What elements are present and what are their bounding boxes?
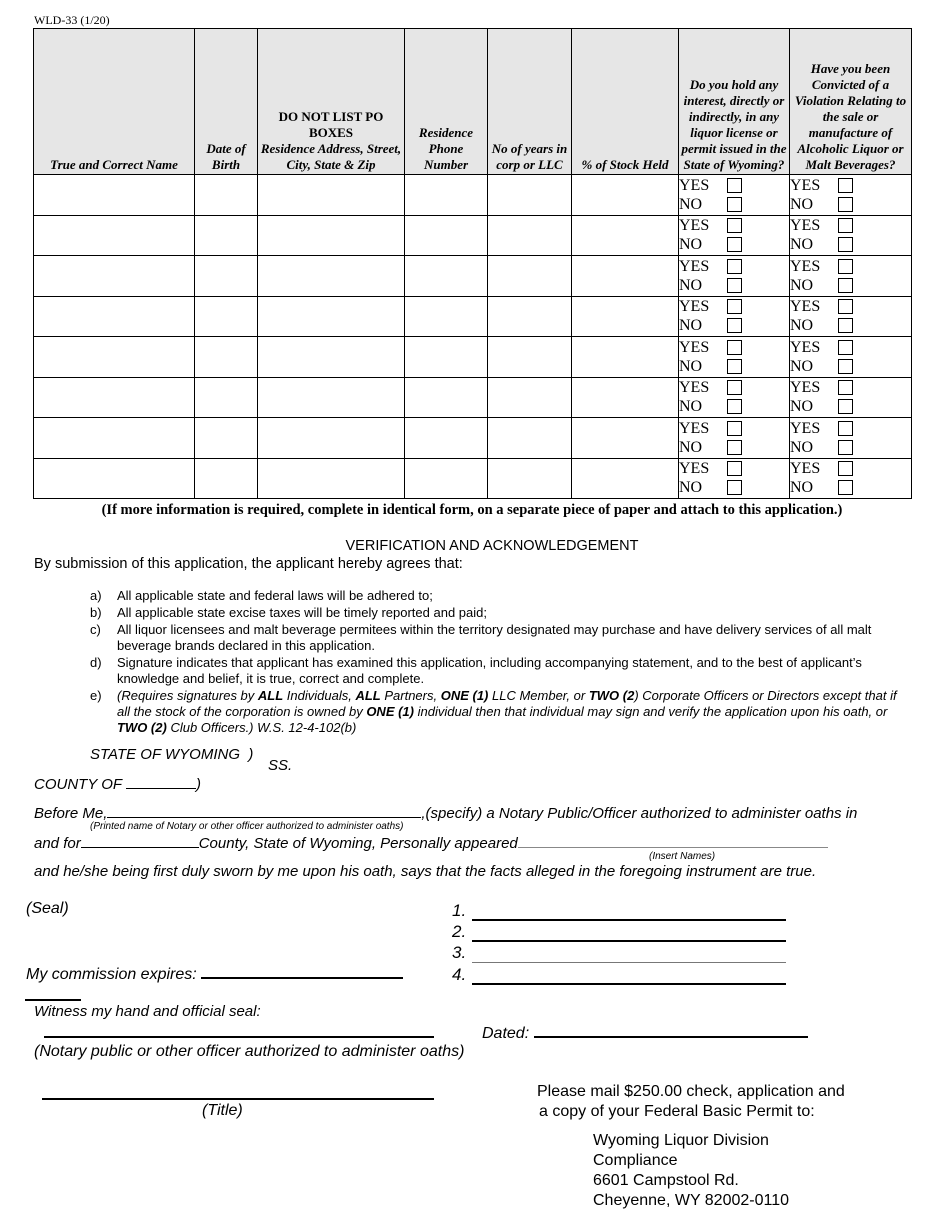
yes-label: YES [679, 379, 710, 397]
dob-cell[interactable] [195, 296, 258, 337]
list-letter: d) [90, 655, 102, 670]
yes-option [679, 257, 789, 276]
stock-cell[interactable] [572, 296, 679, 337]
no-option [679, 357, 789, 376]
header-name: True and Correct Name [34, 29, 195, 175]
agreement-list [90, 588, 910, 737]
no-checkbox[interactable] [838, 359, 853, 374]
table-header-row [34, 29, 912, 175]
yes-option [679, 176, 789, 195]
ss-label: SS. [268, 757, 293, 774]
yes-checkbox[interactable] [838, 178, 853, 193]
state-paren: ) [248, 746, 254, 763]
header-stock: % of Stock Held [572, 29, 679, 175]
address-cell[interactable] [258, 175, 405, 216]
yes-label: YES [679, 217, 710, 235]
e-text-6: individual then that individual may sign and verify the application upon his oath, or [413, 704, 888, 719]
address-cell[interactable] [258, 377, 405, 418]
verification-intro: By submission of this application, the applicant hereby agrees that: [34, 556, 463, 572]
no-label: NO [790, 398, 814, 416]
name-cell[interactable] [34, 215, 195, 256]
yes-checkbox[interactable] [727, 299, 742, 314]
no-checkbox[interactable] [727, 440, 742, 455]
header-address [258, 29, 405, 175]
signature-line-2[interactable] [452, 922, 786, 942]
no-option [790, 235, 911, 254]
before-me-line [34, 803, 857, 822]
list-letter: b) [90, 605, 102, 620]
no-option [679, 276, 789, 295]
mail-line-1: Please mail $250.00 check, application and [537, 1083, 845, 1100]
commission-label: My commission expires: [26, 966, 197, 983]
header-interest: Do you hold any interest, directly or indirectly, in any liquor license or permit issued in the State of Wyoming? [679, 29, 790, 175]
name-cell[interactable] [34, 458, 195, 499]
table-row [34, 296, 912, 337]
address-cell[interactable] [258, 256, 405, 297]
yes-option [790, 338, 911, 357]
e-bold-1: ALL [257, 688, 284, 703]
signature-number: 1. [452, 901, 467, 920]
yes-label: YES [790, 257, 821, 275]
signature-line-3[interactable] [452, 943, 786, 963]
yes-label: YES [679, 257, 710, 275]
phone-cell[interactable] [405, 418, 488, 459]
no-label: NO [679, 479, 703, 497]
address-cell[interactable] [258, 215, 405, 256]
yes-label: YES [790, 338, 821, 356]
list-letter: a) [90, 588, 102, 603]
list-item-e [90, 688, 910, 736]
stock-cell[interactable] [572, 256, 679, 297]
years-cell[interactable] [488, 296, 572, 337]
e-text-2: Individuals, [283, 688, 356, 703]
phone-cell[interactable] [405, 215, 488, 256]
no-label: NO [790, 276, 814, 294]
yes-label: YES [679, 176, 710, 194]
yes-checkbox[interactable] [727, 218, 742, 233]
stock-cell[interactable] [572, 215, 679, 256]
title-field[interactable] [42, 1098, 434, 1100]
header-dob: Date of Birth [195, 29, 258, 175]
form-id: WLD-33 (1/20) [34, 13, 110, 27]
no-label: NO [790, 479, 814, 497]
yes-option [679, 419, 789, 438]
yes-option [790, 176, 911, 195]
yes-option [790, 459, 911, 478]
list-item [90, 605, 910, 621]
witness-label: Witness my hand and official seal: [34, 1003, 261, 1020]
stock-cell[interactable] [572, 418, 679, 459]
yes-option [679, 378, 789, 397]
yes-option [679, 338, 789, 357]
convicted-cell [790, 377, 912, 418]
no-label: NO [679, 195, 703, 213]
no-label: NO [679, 438, 703, 456]
interest-cell [679, 458, 790, 499]
no-checkbox[interactable] [838, 237, 853, 252]
notary-name-field[interactable] [107, 803, 421, 818]
table-row [34, 175, 912, 216]
state-label: STATE OF WYOMING [90, 746, 240, 763]
list-letter: c) [90, 622, 101, 637]
convicted-cell [790, 256, 912, 297]
no-option [679, 235, 789, 254]
yes-label: YES [679, 419, 710, 437]
interest-cell [679, 377, 790, 418]
years-cell[interactable] [488, 418, 572, 459]
signature-number: 3. [452, 943, 467, 962]
address-cell[interactable] [258, 418, 405, 459]
no-checkbox[interactable] [727, 318, 742, 333]
e-bold-5: ONE (1) [366, 704, 414, 719]
signature-field[interactable] [472, 926, 786, 942]
address-line: 6601 Campstool Rd. [593, 1172, 739, 1189]
list-text: All liquor licensees and malt beverage permitees within the territory designated may purchase and have delivery services of all malt beverage brands declared in this application. [117, 622, 872, 653]
stock-cell[interactable] [572, 175, 679, 216]
address-cell[interactable] [258, 337, 405, 378]
no-option [790, 357, 911, 376]
header-address-label: Residence Address, Street, City, State & Zip [260, 141, 402, 172]
interest-cell [679, 256, 790, 297]
no-option [679, 478, 789, 497]
dob-cell[interactable] [195, 175, 258, 216]
e-bold-4: TWO (2 [588, 688, 635, 703]
yes-checkbox[interactable] [727, 340, 742, 355]
no-label: NO [679, 317, 703, 335]
no-option [679, 316, 789, 335]
e-text-3: Partners, [380, 688, 441, 703]
yes-checkbox[interactable] [727, 259, 742, 274]
yes-option [790, 257, 911, 276]
e-text-1: (Requires signatures by [117, 688, 258, 703]
printed-name-note: (Printed name of Notary or other officer authorized to administer oaths) [90, 821, 404, 832]
dob-cell[interactable] [195, 377, 258, 418]
list-letter: e) [90, 688, 102, 703]
convicted-cell [790, 337, 912, 378]
phone-cell[interactable] [405, 377, 488, 418]
no-label: NO [790, 236, 814, 254]
interest-cell [679, 296, 790, 337]
phone-cell[interactable] [405, 458, 488, 499]
county-name-field[interactable] [81, 833, 199, 848]
county-line [34, 774, 201, 793]
years-cell[interactable] [488, 337, 572, 378]
no-checkbox[interactable] [727, 197, 742, 212]
convicted-cell [790, 418, 912, 459]
signature-line-1[interactable] [452, 901, 786, 921]
header-years: No of years in corp or LLC [488, 29, 572, 175]
yes-checkbox[interactable] [727, 421, 742, 436]
table-row [34, 458, 912, 499]
no-option [679, 438, 789, 457]
list-text: All applicable state excise taxes will be timely reported and paid; [117, 605, 487, 620]
convicted-cell [790, 215, 912, 256]
no-checkbox[interactable] [838, 278, 853, 293]
sworn-statement: and he/she being first duly sworn by me upon his oath, says that the facts alleged in the foregoing instrument are true. [34, 863, 817, 880]
years-cell[interactable] [488, 256, 572, 297]
yes-label: YES [679, 460, 710, 478]
signature-field[interactable] [472, 969, 786, 985]
no-option [790, 276, 911, 295]
yes-option [790, 216, 911, 235]
dated-field[interactable] [534, 1022, 808, 1038]
table-row [34, 418, 912, 459]
no-checkbox[interactable] [838, 399, 853, 414]
dob-cell[interactable] [195, 418, 258, 459]
header-address-warning: DO NOT LIST PO BOXES [278, 109, 384, 140]
yes-option [790, 419, 911, 438]
yes-label: YES [679, 298, 710, 316]
and-for-label: and for [34, 835, 81, 852]
address-line: Wyoming Liquor Division [593, 1132, 769, 1149]
yes-label: YES [790, 379, 821, 397]
stock-cell[interactable] [572, 377, 679, 418]
yes-checkbox[interactable] [727, 178, 742, 193]
name-cell[interactable] [34, 377, 195, 418]
county-field[interactable] [126, 774, 196, 789]
mail-address [593, 1131, 789, 1211]
no-option [790, 438, 911, 457]
table-row [34, 215, 912, 256]
specify-label: ,(specify) a Notary Public/Officer authorized to administer oaths in [421, 805, 858, 822]
convicted-cell [790, 296, 912, 337]
and-for-line [34, 833, 828, 852]
table-row [34, 337, 912, 378]
no-option [679, 397, 789, 416]
dated-line [482, 1022, 808, 1043]
header-convicted: Have you been Convicted of a Violation Relating to the sale or manufacture of Alcoholic Liquor or Malt Beverages? [790, 29, 912, 175]
commission-date-field[interactable] [201, 963, 403, 979]
title-caption: (Title) [202, 1102, 243, 1119]
yes-option [679, 216, 789, 235]
address-line: Compliance [593, 1152, 678, 1169]
interest-cell [679, 418, 790, 459]
interest-cell [679, 337, 790, 378]
name-cell[interactable] [34, 296, 195, 337]
yes-option [679, 459, 789, 478]
no-label: NO [790, 195, 814, 213]
phone-cell[interactable] [405, 175, 488, 216]
list-text: Signature indicates that applicant has examined this application, including accompanying statement, and to the best of applicant’s knowledge and belief, it is true, correct and complete. [117, 655, 862, 686]
yes-option [679, 297, 789, 316]
phone-cell[interactable] [405, 256, 488, 297]
yes-option [790, 297, 911, 316]
address-cell[interactable] [258, 296, 405, 337]
county-label: COUNTY OF [34, 776, 122, 793]
dob-cell[interactable] [195, 215, 258, 256]
signature-field[interactable] [472, 905, 786, 921]
yes-checkbox[interactable] [838, 218, 853, 233]
yes-label: YES [679, 338, 710, 356]
yes-checkbox[interactable] [838, 421, 853, 436]
name-cell[interactable] [34, 175, 195, 216]
commission-line [26, 963, 403, 984]
yes-label: YES [790, 460, 821, 478]
name-cell[interactable] [34, 418, 195, 459]
yes-checkbox[interactable] [838, 340, 853, 355]
e-text-5: ) Corporate Officers or Directors except that if all the stock of the corporation is owned by [117, 688, 897, 719]
dob-cell[interactable] [195, 458, 258, 499]
appeared-names-field[interactable] [518, 833, 828, 848]
convicted-cell [790, 175, 912, 216]
table-row [34, 377, 912, 418]
yes-checkbox[interactable] [727, 380, 742, 395]
no-label: NO [679, 276, 703, 294]
no-option [790, 195, 911, 214]
list-text-e [117, 688, 910, 736]
no-label: NO [790, 317, 814, 335]
notary-signature-field[interactable] [44, 1036, 434, 1038]
yes-checkbox[interactable] [838, 380, 853, 395]
list-item [90, 622, 910, 654]
applicant-table [33, 28, 912, 499]
stock-cell[interactable] [572, 337, 679, 378]
no-checkbox[interactable] [727, 480, 742, 495]
header-phone: Residence Phone Number [405, 29, 488, 175]
county-paren: ) [195, 776, 201, 793]
e-text-4: LLC Member, or [488, 688, 589, 703]
state-line [90, 746, 253, 763]
signature-field[interactable] [472, 948, 786, 963]
address-cell[interactable] [258, 458, 405, 499]
e-text-7: Club Officers.) W.S. 12-4-102(b) [166, 720, 357, 735]
years-cell[interactable] [488, 377, 572, 418]
signature-number: 2. [452, 922, 467, 941]
address-line: Cheyenne, WY 82002-0110 [593, 1192, 789, 1209]
years-cell[interactable] [488, 458, 572, 499]
years-cell[interactable] [488, 215, 572, 256]
no-option [679, 195, 789, 214]
notary-caption: (Notary public or other officer authorized to administer oaths) [34, 1043, 465, 1060]
yes-checkbox[interactable] [838, 259, 853, 274]
divider [25, 999, 81, 1001]
table-row [34, 256, 912, 297]
before-me-label: Before Me, [34, 805, 108, 822]
yes-label: YES [790, 176, 821, 194]
yes-label: YES [790, 217, 821, 235]
no-checkbox[interactable] [727, 359, 742, 374]
dob-cell[interactable] [195, 337, 258, 378]
no-checkbox[interactable] [838, 197, 853, 212]
no-label: NO [790, 357, 814, 375]
verification-title: VERIFICATION AND ACKNOWLEDGEMENT [345, 538, 639, 554]
yes-option [790, 378, 911, 397]
mail-line-2: a copy of your Federal Basic Permit to: [539, 1103, 815, 1120]
separate-paper-note: (If more information is required, complete in identical form, on a separate piece of paper and attach to this application.) [101, 502, 843, 518]
interest-cell [679, 215, 790, 256]
stock-cell[interactable] [572, 458, 679, 499]
insert-names-note: (Insert Names) [649, 851, 716, 862]
county-state-label: County, State of Wyoming, Personally appeared [198, 835, 518, 852]
no-label: NO [790, 438, 814, 456]
no-option [790, 316, 911, 335]
name-cell[interactable] [34, 337, 195, 378]
mail-instruction [537, 1082, 845, 1122]
years-cell[interactable] [488, 175, 572, 216]
e-bold-2: ALL [355, 688, 381, 703]
e-bold-3: ONE (1) [440, 688, 489, 703]
signature-number: 4. [452, 965, 467, 984]
yes-checkbox[interactable] [727, 461, 742, 476]
no-checkbox[interactable] [727, 237, 742, 252]
no-checkbox[interactable] [727, 399, 742, 414]
no-checkbox[interactable] [838, 480, 853, 495]
dated-label: Dated: [482, 1025, 530, 1042]
e-bold-6: TWO (2) [117, 720, 167, 735]
yes-label: YES [790, 419, 821, 437]
no-label: NO [679, 398, 703, 416]
convicted-cell [790, 458, 912, 499]
no-label: NO [679, 236, 703, 254]
interest-cell [679, 175, 790, 216]
list-text: All applicable state and federal laws will be adhered to; [117, 588, 433, 603]
phone-cell[interactable] [405, 296, 488, 337]
seal-label: (Seal) [26, 900, 69, 917]
no-checkbox[interactable] [838, 440, 853, 455]
no-checkbox[interactable] [727, 278, 742, 293]
list-item [90, 655, 910, 687]
yes-label: YES [790, 298, 821, 316]
signature-line-4[interactable] [452, 965, 786, 985]
dob-cell[interactable] [195, 256, 258, 297]
no-label: NO [679, 357, 703, 375]
name-cell[interactable] [34, 256, 195, 297]
yes-checkbox[interactable] [838, 299, 853, 314]
list-item [90, 588, 910, 604]
no-option [790, 397, 911, 416]
phone-cell[interactable] [405, 337, 488, 378]
no-checkbox[interactable] [838, 318, 853, 333]
no-option [790, 478, 911, 497]
yes-checkbox[interactable] [838, 461, 853, 476]
